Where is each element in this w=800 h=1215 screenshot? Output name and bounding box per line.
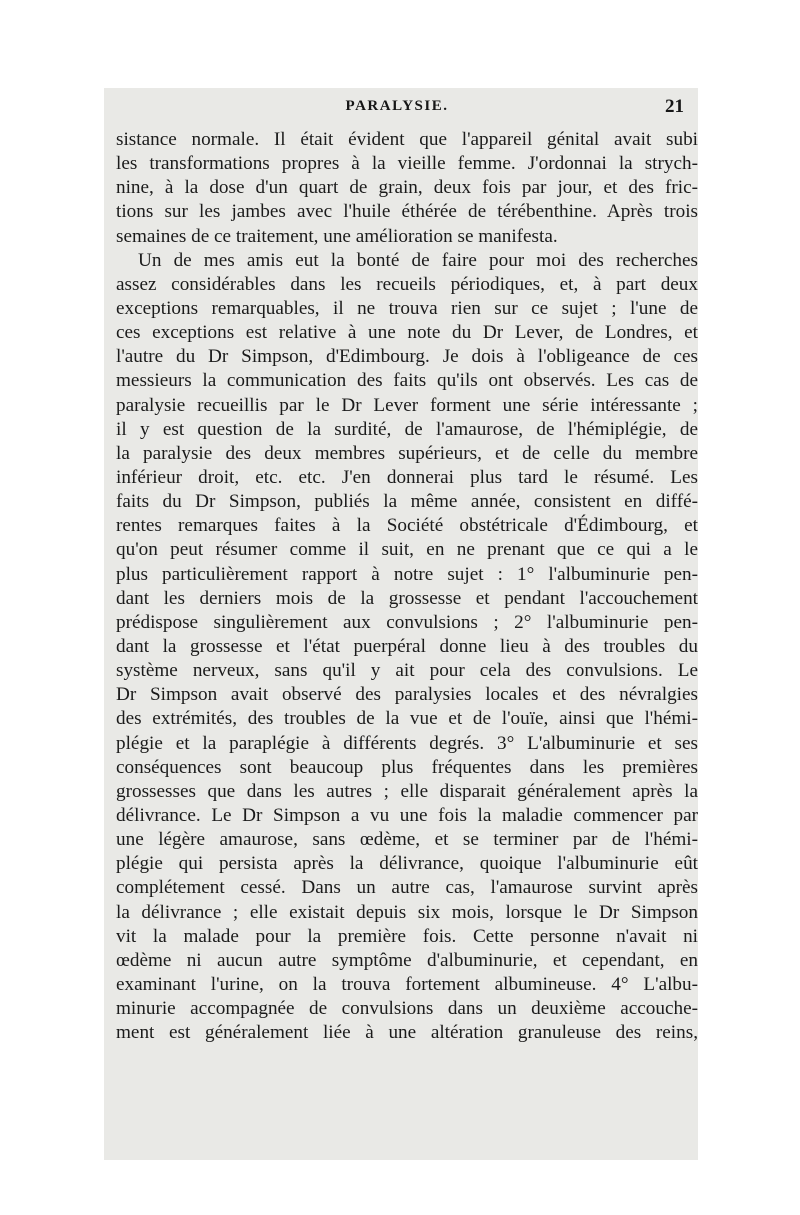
text-line: des extrémités, des troubles de la vue et de l'ouïe, ainsi que l'hémi- (116, 708, 698, 730)
page-number: 21 (665, 96, 684, 117)
text-line: paralysie recueillis par le Dr Lever forment une série intéressante ; (116, 394, 698, 416)
text-line: vit la malade pour la première fois. Cette personne n'avait ni (116, 925, 698, 947)
text-line: système nerveux, sans qu'il y ait pour cela des convulsions. Le (116, 660, 698, 682)
paragraph-2 (116, 249, 698, 1046)
text-line: messieurs la communication des faits qu'ils ont observés. Les cas de (116, 370, 698, 392)
text-line: délivrance. Le Dr Simpson a vu une fois la maladie commencer par (116, 804, 698, 826)
text-line: tions sur les jambes avec l'huile éthérée de térébenthine. Après trois (116, 201, 698, 223)
text-line: les transformations propres à la vieille femme. J'ordonnai la strych- (116, 153, 698, 175)
text-line: œdème ni aucun autre symptôme d'albuminurie, et cependant, en (116, 949, 698, 971)
text-line: qu'on peut résumer comme il suit, en ne prenant que ce qui a le (116, 539, 698, 561)
text-line: ces exceptions est relative à une note du Dr Lever, de Londres, et (116, 322, 698, 344)
text-line: semaines de ce traitement, une amélioration se manifesta. (116, 225, 558, 247)
text-line: conséquences sont beaucoup plus fréquentes dans les premières (116, 756, 698, 778)
text-line: sistance normale. Il était évident que l'appareil génital avait subi (116, 129, 698, 150)
text-line: la délivrance ; elle existait depuis six mois, lorsque le Dr Simpson (116, 901, 698, 923)
text-line: rentes remarques faites à la Société obstétricale d'Édimbourg, et (116, 515, 698, 537)
text-line: prédispose singulièrement aux convulsions ; 2° l'albuminurie pen- (116, 611, 698, 633)
text-line: minurie accompagnée de convulsions dans un deuxième accouche- (116, 998, 698, 1020)
text-line: il y est question de la surdité, de l'amaurose, de l'hémiplégie, de (116, 418, 698, 440)
text-line: exceptions remarquables, il ne trouva rien sur ce sujet ; l'une de (116, 297, 698, 319)
text-line: Un de mes amis eut la bonté de faire pour moi des recherches (138, 249, 698, 271)
text-line: Dr Simpson avait observé des paralysies locales et des névralgies (116, 684, 698, 706)
text-line: complétement cessé. Dans un autre cas, l'amaurose survint après (116, 877, 698, 899)
text-line: faits du Dr Simpson, publiés la même année, consistent en diffé- (116, 491, 698, 513)
paragraph-1 (116, 128, 698, 249)
text-line: grossesses que dans les autres ; elle disparait généralement après la (116, 780, 698, 802)
text-line: plus particulièrement rapport à notre sujet : 1° l'albuminurie pen- (116, 563, 698, 585)
text-line: une légère amaurose, sans œdème, et se terminer par de l'hémi- (116, 829, 698, 851)
text-line: nine, à la dose d'un quart de grain, deux fois par jour, et des fric- (116, 177, 698, 199)
body-text (116, 128, 698, 1045)
text-line: l'autre du Dr Simpson, d'Edimbourg. Je dois à l'obligeance de ces (116, 346, 698, 368)
text-line: dant la grossesse et l'état puerpéral donne lieu à des troubles du (116, 635, 698, 657)
text-line: ment est généralement liée à une altération granuleuse des reins, (116, 1022, 698, 1044)
text-line: la paralysie des deux membres supérieurs, et de celle du membre (116, 442, 698, 464)
text-line: dant les derniers mois de la grossesse et pendant l'accouchement (116, 587, 698, 609)
text-line: plégie et la paraplégie à différents degrés. 3° L'albuminurie et ses (116, 732, 698, 754)
book-page (104, 88, 698, 1160)
running-title: PARALYSIE. (345, 98, 449, 114)
text-line: examinant l'urine, on la trouva fortement albumineuse. 4° L'albu- (116, 973, 698, 995)
text-line: inférieur droit, etc. etc. J'en donnerai plus tard le résumé. Les (116, 466, 698, 488)
text-line: assez considérables dans les recueils périodiques, et, à part deux (116, 273, 698, 295)
text-line: plégie qui persista après la délivrance, quoique l'albuminurie eût (116, 853, 698, 875)
page-header (104, 98, 690, 120)
